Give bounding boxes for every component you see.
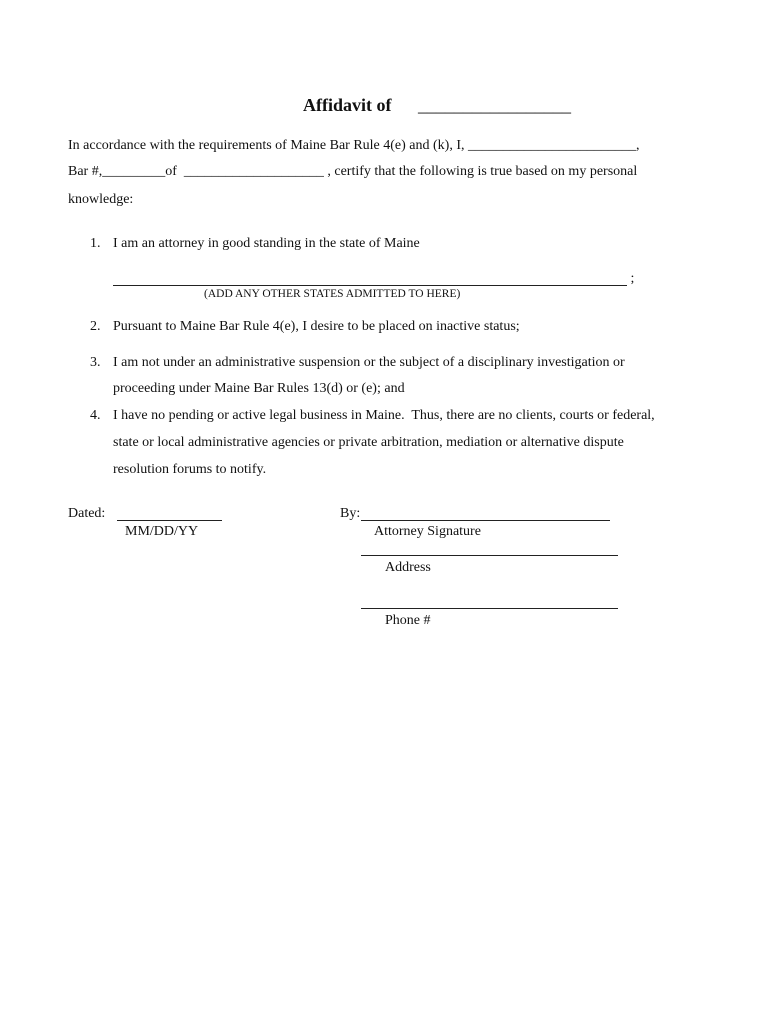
intro-line-2: Bar #,_________of ____________________ , certify that the following is true based on my personal xyxy=(68,164,638,179)
item-1-text: I am an attorney in good standing in the state of Maine xyxy=(113,236,420,251)
item-1-number: 1. xyxy=(90,236,101,251)
item-4-text-line-1: I have no pending or active legal business in Maine. Thus, there are no clients, courts or federal, xyxy=(113,408,655,423)
title-name-blank: _________________ xyxy=(418,95,571,115)
signature-blank-line xyxy=(361,520,610,521)
phone-label: Phone # xyxy=(385,613,431,628)
intro-line-1: In accordance with the requirements of Maine Bar Rule 4(e) and (k), I, ________________________, xyxy=(68,138,640,153)
intro-line-3: knowledge: xyxy=(68,192,134,207)
phone-blank-line xyxy=(361,608,618,609)
date-format-label: MM/DD/YY xyxy=(125,524,199,539)
attorney-signature-label: Attorney Signature xyxy=(374,524,481,539)
item-3-text-line-2: proceeding under Maine Bar Rules 13(d) or (e); and xyxy=(113,381,405,396)
by-label: By: xyxy=(340,506,361,521)
item-1-semicolon: ; xyxy=(627,271,635,286)
other-states-note: (ADD ANY OTHER STATES ADMITTED TO HERE) xyxy=(204,288,461,300)
date-blank-line xyxy=(117,520,222,521)
address-label: Address xyxy=(385,560,431,575)
document-title: Affidavit of xyxy=(303,95,392,115)
dated-label: Dated: xyxy=(68,506,106,521)
other-states-blank-line xyxy=(113,285,627,286)
item-3-number: 3. xyxy=(90,355,101,370)
item-4-text-line-2: state or local administrative agencies or private arbitration, mediation or alternative dispute xyxy=(113,435,624,450)
item-4-number: 4. xyxy=(90,408,101,423)
address-blank-line xyxy=(361,555,618,556)
item-4-text-line-3: resolution forums to notify. xyxy=(113,462,267,477)
item-2-number: 2. xyxy=(90,319,101,334)
item-3-text-line-1: I am not under an administrative suspension or the subject of a disciplinary investigation or xyxy=(113,355,625,370)
item-2-text: Pursuant to Maine Bar Rule 4(e), I desire to be placed on inactive status; xyxy=(113,319,520,334)
